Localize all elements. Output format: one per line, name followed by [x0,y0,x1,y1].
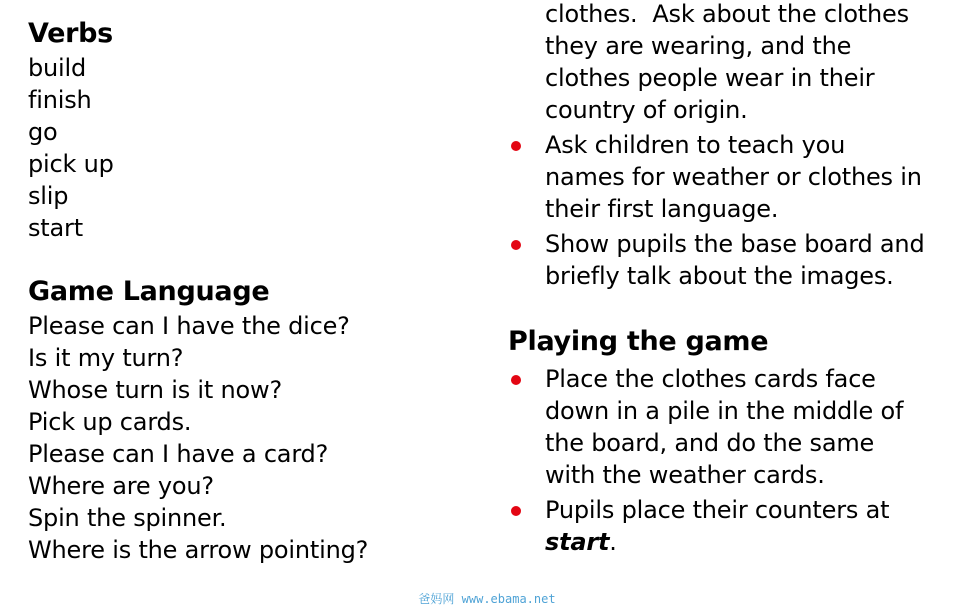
bullet-line: Show pupils the base board and [545,230,925,258]
game-phrase: Is it my turn? [28,344,184,372]
game-phrase: Pick up cards. [28,408,192,436]
bullet-line: their first language. [545,195,779,223]
bullet-line: Place the clothes cards face [545,365,876,393]
watermark: 爸妈网 www.ebama.net [418,592,556,606]
bullet-line [545,526,889,558]
bullet-item [508,228,924,292]
verbs-heading: Verbs [28,18,113,49]
bullet-tail: . [609,528,617,556]
bullet-line: Ask children to teach you [545,131,846,159]
continued-line: country of origin. [545,96,748,124]
continued-paragraph [545,0,909,126]
bullet-line: briefly talk about the images. [545,262,894,290]
verb-item: build [28,54,87,82]
emphasized-word: start [545,528,610,556]
verbs-list [28,52,114,244]
game-language-list [28,310,368,566]
bullet-item [508,494,889,558]
game-phrase: Where are you? [28,472,214,500]
bullet-line: names for weather or clothes in [545,163,922,191]
bullet-line: with the weather cards. [545,461,825,489]
bullet-line: down in a pile in the middle of [545,397,904,425]
game-language-heading: Game Language [28,276,270,307]
continued-line: clothes people wear in their [545,64,875,92]
bullet-dot-icon [511,141,521,151]
game-phrase: Please can I have a card? [28,440,329,468]
verb-item: pick up [28,150,114,178]
bullet-line: Pupils place their counters at [545,496,890,524]
game-phrase: Spin the spinner. [28,504,227,532]
continued-line: clothes. Ask about the clothes [545,0,909,28]
bullet-dot-icon [511,506,521,516]
continued-line: they are wearing, and the [545,32,852,60]
game-phrase: Whose turn is it now? [28,376,282,404]
verb-item: go [28,118,58,146]
bullet-item [508,129,922,225]
bullet-dot-icon [511,375,521,385]
bullet-dot-icon [511,240,521,250]
bullet-item [508,363,903,491]
verb-item: finish [28,86,92,114]
game-phrase: Where is the arrow pointing? [28,536,369,564]
playing-the-game-heading: Playing the game [508,326,769,357]
verb-item: slip [28,182,69,210]
bullet-line: the board, and do the same [545,429,875,457]
verb-item: start [28,214,83,242]
game-phrase: Please can I have the dice? [28,312,350,340]
